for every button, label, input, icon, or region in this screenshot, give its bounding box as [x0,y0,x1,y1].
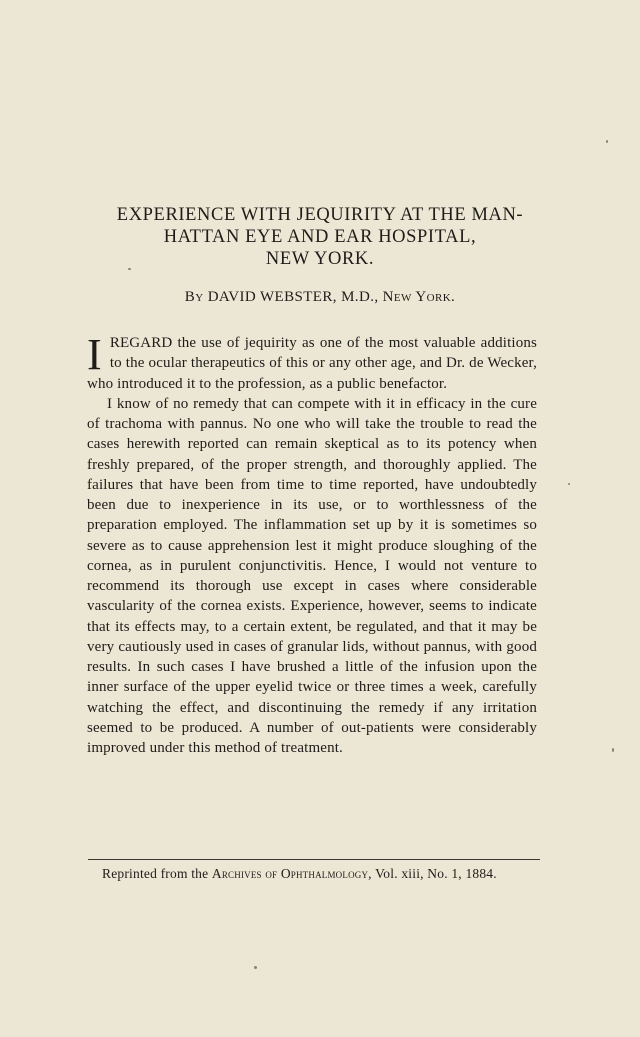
drop-cap: I [87,330,102,379]
title-line-1: EXPERIENCE WITH JEQUIRITY AT THE MAN- [116,205,524,225]
footnote-prefix: Reprinted from the [102,866,209,881]
paper-speck [606,140,608,143]
paper-speck [128,268,131,270]
paragraph-2: I know of no remedy that can compete with it in efficacy in the cure of trachoma with pannus. No one who will take the trouble to read the cases herewith reported can remain skeptical as to its potency when freshly prepared, of the proper strength, and thoroughly applied. The failures that have been from time to time reported, have undoubtedly been due to inexperience in its use, or to worthlessness of the preparation employed. The inflammation set up by it is sometimes so severe as to cause apprehension lest it might produce sloughing of the cornea, as in purulent conjunctivitis. Hence, I would not venture to recommend its thorough use except in cases where considerable vascularity of the cornea exists. Experience, however, seems to indicate that its effects may, to a certain extent, be regulated, and that it may be very cautiously used in cases of granular lids, without pannus, with good results. In such cases I have brushed a little of the infusion upon the inner surface of the upper eyelid twice or three times a week, carefully watching the effect, and discontinuing the remedy if any irritation seemed to be produced. A number of out-patients were considerably improved under this method of treatment. [87,395,537,756]
article-title [60,204,580,270]
article-body [87,330,537,758]
footnote [102,866,542,882]
byline-author: DAVID WEBSTER, M.D., [207,289,379,305]
footnote-suffix: Vol. xiii, No. 1, 1884. [375,866,497,881]
paper-speck [254,966,257,969]
paragraph-1-text: REGARD the use of jequirity as one of the most valuable additions to the ocular therapeutics of this or any other age, and Dr. de Wecker, who introduced it to the profession, as a public benefactor. [87,335,537,392]
footnote-rule [88,859,540,860]
byline [60,289,580,306]
title-line-3: NEW YORK. [265,249,375,269]
paper-speck [612,748,614,752]
paragraph-1 [87,330,537,394]
byline-prefix: By [184,289,204,305]
byline-place: New York. [382,289,456,305]
paper-speck [568,483,570,485]
footnote-journal: Archives of Ophthalmology, [211,866,372,881]
title-line-2: HATTAN EYE AND EAR HOSPITAL, [163,227,477,247]
